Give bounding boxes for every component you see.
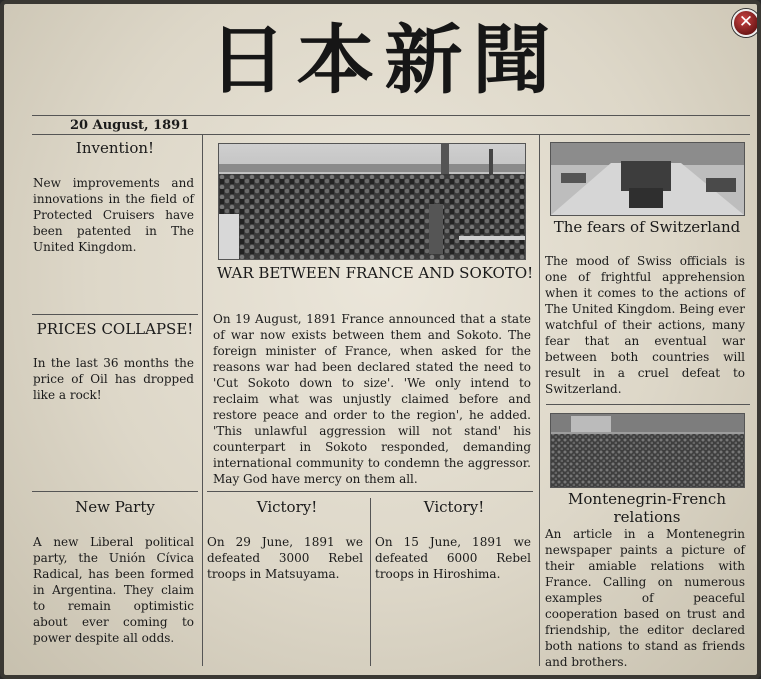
- victory2-headline: Victory!: [423, 498, 485, 516]
- close-icon: ✕: [738, 12, 754, 32]
- issue-date: 20 August, 1891: [70, 118, 190, 133]
- troops-on-ship-image: [219, 144, 525, 259]
- party-body: A new Liberal political party, the Unión Cívica Radical, has been formed in Argentina. They claim to remain optimistic about ever coming to power despite all odds.: [33, 535, 194, 645]
- montenegro-body: An article in a Montenegrin newspaper paints a picture of their amiable relations with France. Calling on numerous examples of peaceful cooperation based on trust and friendship, the editor declared both nations to stand as friends and brothers.: [545, 527, 745, 669]
- party-headline: New Party: [75, 498, 155, 516]
- rule-bottom-left: [32, 491, 198, 492]
- victory1-body: On 29 June, 1891 we defeated 3000 Rebel troops in Matsuyama.: [207, 535, 363, 581]
- montenegro-headline: Montenegrin-French relations: [568, 490, 726, 526]
- rule-col-center: [370, 498, 371, 666]
- parade-street-image: [551, 143, 744, 215]
- prices-body: In the last 36 months the price of Oil has dropped like a rock!: [33, 356, 194, 402]
- crowd-gathering-image: [551, 414, 744, 487]
- masthead-title: 日本新聞: [208, 17, 561, 105]
- rule-col-1: [202, 135, 203, 666]
- victory2-body: On 15 June, 1891 we defeated 6000 Rebel troops in Hiroshima.: [375, 535, 531, 581]
- close-button[interactable]: [732, 9, 760, 37]
- victory1-headline: Victory!: [256, 498, 318, 516]
- rule-left-mid: [32, 314, 198, 315]
- switzerland-photo: [550, 142, 745, 216]
- montenegro-photo: [550, 413, 745, 488]
- war-headline: WAR BETWEEN FRANCE AND SOKOTO!: [216, 264, 534, 282]
- war-body: On 19 August, 1891 France announced that a state of war now exists between them and Sokoto. The foreign minister of France, when asked for the reasons war had been declared stated the need to 'Cut Sokoto down to size'. 'We only intend to reclaim what was unjustly claimed before and restore peace and order to the region', he added. 'This unlawful aggression will not stand' his counterpart in Sokoto responded, demanding international community to condemn the aggressor. May God have mercy on them all.: [213, 312, 531, 486]
- invention-body: New improvements and innovations in the field of Protected Cruisers have been patented in The United Kingdom.: [33, 176, 194, 254]
- prices-headline: PRICES COLLAPSE!: [36, 320, 194, 338]
- rule-top-2: [32, 134, 750, 135]
- invention-headline: Invention!: [75, 139, 155, 157]
- switzerland-body: The mood of Swiss officials is one of frightful apprehension when it comes to the actions of The United Kingdom. Being ever watchful of their actions, many fear that an eventual war between both countries will result in a cruel defeat to Switzerland.: [545, 254, 745, 396]
- rule-right-mid: [546, 404, 750, 405]
- switzerland-headline: The fears of Switzerland: [553, 218, 741, 236]
- rule-bottom-center: [207, 491, 533, 492]
- war-photo: [218, 143, 526, 260]
- rule-top-1: [32, 115, 750, 116]
- rule-col-2: [539, 135, 540, 666]
